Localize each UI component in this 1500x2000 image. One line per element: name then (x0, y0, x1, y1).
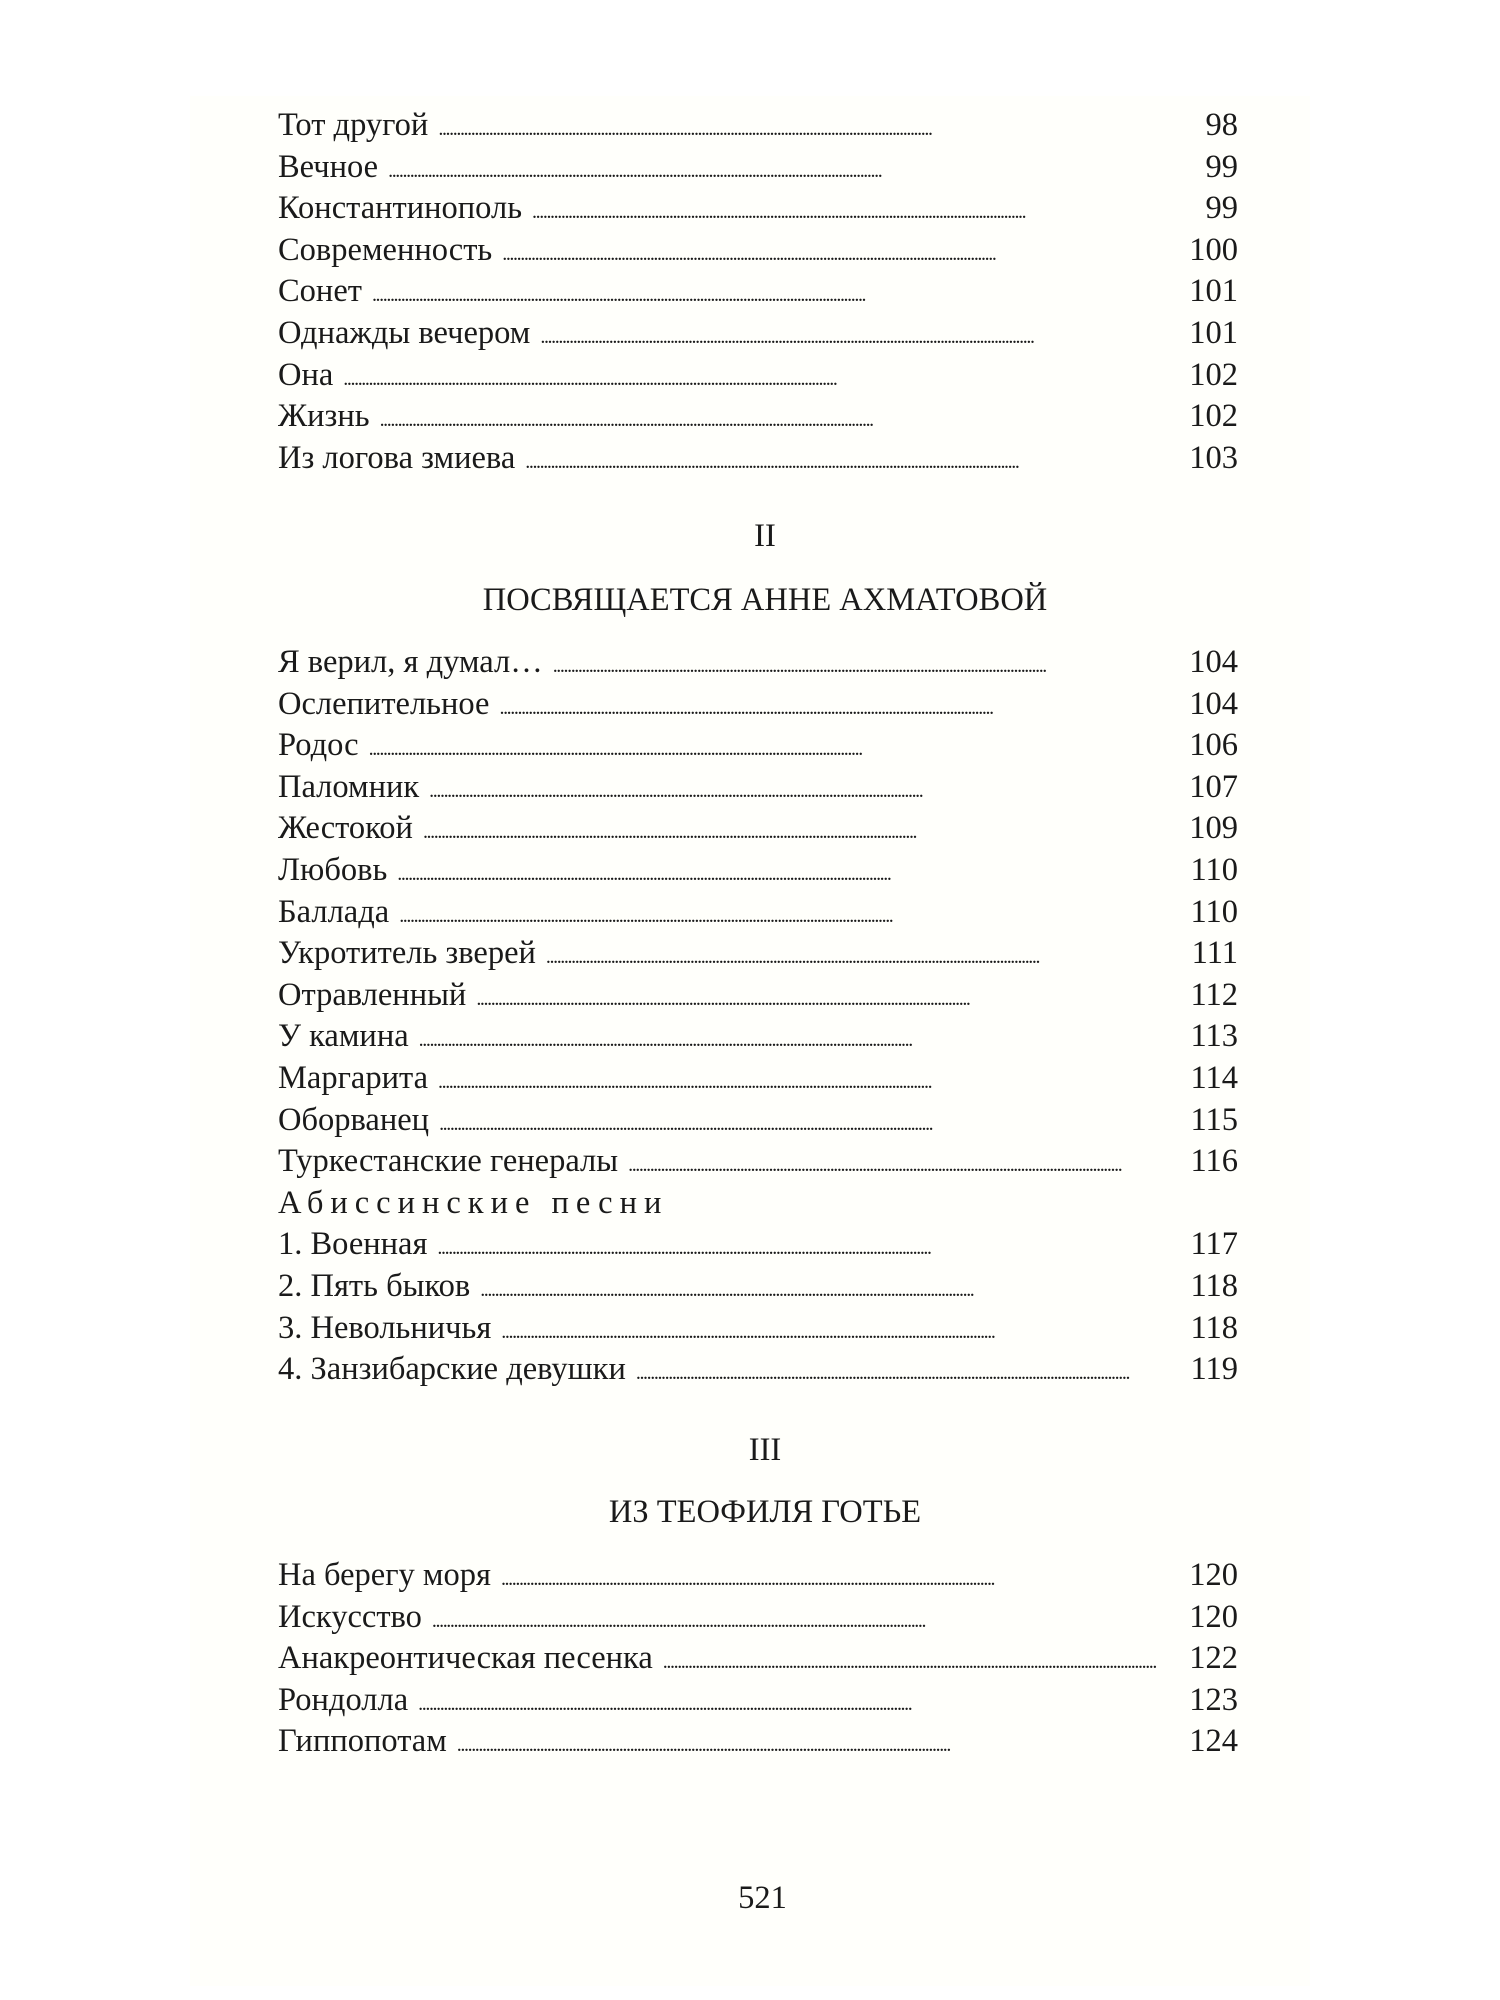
dot-leader (372, 271, 1162, 317)
toc-entry-title: Оборванец (278, 1101, 430, 1138)
toc-entry (278, 975, 1238, 1017)
toc-entry-page: 109 (1189, 810, 1238, 847)
toc-entry-page: 99 (1205, 148, 1238, 185)
toc-entry-page: 113 (1190, 1018, 1238, 1055)
toc-entry-page: 111 (1191, 935, 1238, 972)
dot-leader (369, 725, 1162, 771)
toc-entry (278, 105, 1238, 147)
toc-entry (278, 1058, 1238, 1100)
toc-entry (278, 767, 1238, 809)
dot-leader (502, 230, 1162, 276)
toc-entry-title: Жестокой (278, 810, 413, 847)
toc-entry-title: Она (278, 356, 334, 393)
toc-entry-page: 102 (1189, 356, 1238, 393)
toc-entry-page: 115 (1190, 1101, 1238, 1138)
dot-leader (423, 808, 1162, 854)
toc-entry-title: Из логова змиева (278, 439, 516, 476)
dot-leader (418, 1680, 1162, 1726)
toc-entry (278, 396, 1238, 438)
toc-entry-page: 104 (1189, 644, 1238, 680)
page-number: 521 (738, 1880, 787, 1916)
toc-entry-title: Маргарита (278, 1059, 428, 1096)
dot-leader (437, 1224, 1162, 1270)
toc-entry-title: Константинополь (278, 190, 523, 227)
toc-entry-page: 112 (1190, 976, 1238, 1013)
toc-entry (278, 1721, 1238, 1763)
toc-entry (278, 642, 1238, 684)
dot-leader (432, 1597, 1162, 1643)
dot-leader (628, 1141, 1162, 1187)
dot-leader (380, 396, 1162, 442)
toc-subentry (278, 1308, 1238, 1350)
toc-entry (278, 271, 1238, 313)
dot-leader (553, 642, 1162, 688)
toc-entry-page: 116 (1190, 1143, 1238, 1180)
toc-entry-title: Туркестанские генералы (278, 1143, 619, 1180)
toc-group-2 (278, 642, 1238, 1391)
toc-entry-title: На берегу моря (278, 1557, 491, 1593)
dot-leader (499, 684, 1162, 730)
toc-entry-title: 1. Военная (278, 1226, 428, 1263)
toc-entry-page: 107 (1189, 768, 1238, 805)
dot-leader (397, 850, 1162, 896)
toc-entry-title: Тот другой (278, 107, 429, 143)
toc-entry-page: 118 (1190, 1267, 1238, 1304)
toc-entry-title: Я верил, я думал… (278, 644, 543, 680)
dot-leader (525, 438, 1162, 484)
toc-entry (278, 725, 1238, 767)
toc-entry (278, 1100, 1238, 1142)
toc-entry-title: Паломник (278, 768, 420, 805)
toc-entry-title: Жизнь (278, 398, 370, 435)
dot-leader (399, 892, 1162, 938)
toc-entry (278, 808, 1238, 850)
toc-entry-title: Однажды вечером (278, 314, 531, 351)
toc-entry-page: 106 (1189, 727, 1238, 764)
dot-leader (480, 1266, 1162, 1312)
toc-entry-page: 123 (1189, 1681, 1238, 1718)
toc-entry-page: 114 (1190, 1059, 1238, 1096)
toc-entry-page: 98 (1205, 107, 1238, 143)
toc-entry-title: Укротитель зверей (278, 935, 536, 972)
toc-entry-page: 100 (1189, 231, 1238, 268)
toc-entry-page: 124 (1189, 1723, 1238, 1760)
dot-leader (476, 975, 1162, 1021)
toc-entry (278, 188, 1238, 230)
dot-leader (439, 1100, 1162, 1146)
dot-leader (540, 313, 1162, 359)
toc-entry-page: 117 (1190, 1226, 1238, 1263)
toc-entry (278, 230, 1238, 272)
toc-entry-page: 120 (1189, 1598, 1238, 1635)
toc-entry-title: Ослепительное (278, 685, 490, 722)
toc-entry-page: 101 (1189, 273, 1238, 310)
dot-leader (438, 1058, 1162, 1104)
toc-subheading: Абиссинские песни (278, 1184, 669, 1221)
dot-leader (429, 767, 1162, 813)
dot-leader (636, 1349, 1162, 1395)
toc-entry-page: 103 (1189, 439, 1238, 476)
toc-entry (278, 147, 1238, 189)
toc-entry-title: У камина (278, 1018, 409, 1055)
toc-entry-title: Рондолла (278, 1681, 409, 1718)
toc-entry-page: 122 (1189, 1640, 1238, 1677)
toc-entry-title: Сонет (278, 273, 362, 310)
toc-entry (278, 1016, 1238, 1058)
toc-entry (278, 1638, 1238, 1680)
toc-entry-page: 120 (1189, 1557, 1238, 1593)
toc-entry-title: Современность (278, 231, 493, 268)
toc-entry-page: 102 (1189, 398, 1238, 435)
dot-leader (532, 188, 1162, 234)
toc-entry (278, 313, 1238, 355)
section-numeral: II (754, 518, 776, 554)
toc-entry-title: 2. Пять быков (278, 1267, 471, 1304)
toc-subentry (278, 1349, 1238, 1391)
toc-entry-title: Анакреонтическая песенка (278, 1640, 653, 1677)
dot-leader (388, 147, 1162, 193)
toc-entry-title: Баллада (278, 893, 390, 930)
dot-leader (457, 1721, 1162, 1767)
toc-entry-page: 110 (1190, 851, 1238, 888)
dot-leader (438, 105, 1162, 151)
dot-leader (343, 355, 1162, 401)
toc-entry-title: 3. Невольничья (278, 1309, 492, 1346)
dot-leader (546, 933, 1162, 979)
toc-entry (278, 684, 1238, 726)
toc-group-1 (278, 105, 1238, 479)
dot-leader (501, 1308, 1162, 1354)
dot-leader (501, 1555, 1162, 1601)
toc-entry (278, 1555, 1238, 1597)
section-title: ИЗ ТЕОФИЛЯ ГОТЬЕ (608, 1494, 922, 1530)
toc-entry-title: Отравленный (278, 976, 467, 1013)
toc-entry-title: Искусство (278, 1598, 422, 1635)
toc-entry (278, 438, 1238, 480)
toc-subentry (278, 1266, 1238, 1308)
toc-entry (278, 850, 1238, 892)
toc-entry-title: Любовь (278, 851, 388, 888)
toc-group-3 (278, 1555, 1238, 1763)
toc-subentry (278, 1224, 1238, 1266)
dot-leader (419, 1016, 1162, 1062)
toc-entry (278, 1141, 1238, 1183)
section-numeral: III (748, 1432, 782, 1468)
toc-entry-title: 4. Занзибарские девушки (278, 1351, 626, 1388)
toc-entry-page: 118 (1190, 1309, 1238, 1346)
toc-entry-page: 119 (1190, 1351, 1238, 1388)
toc-entry (278, 892, 1238, 934)
toc-entry-page: 110 (1190, 893, 1238, 930)
section-title: ПОСВЯЩАЕТСЯ АННЕ АХМАТОВОЙ (482, 582, 1048, 618)
toc-entry (278, 355, 1238, 397)
toc-entry-title: Вечное (278, 148, 379, 185)
toc-entry-title: Гиппопотам (278, 1723, 447, 1760)
toc-entry-page: 99 (1205, 190, 1238, 227)
dot-leader (663, 1638, 1162, 1684)
toc-entry-page: 101 (1189, 314, 1238, 351)
toc-entry-title: Родос (278, 727, 359, 764)
toc-entry (278, 1680, 1238, 1722)
toc-entry (278, 933, 1238, 975)
toc-entry (278, 1597, 1238, 1639)
toc-entry-page: 104 (1189, 685, 1238, 722)
